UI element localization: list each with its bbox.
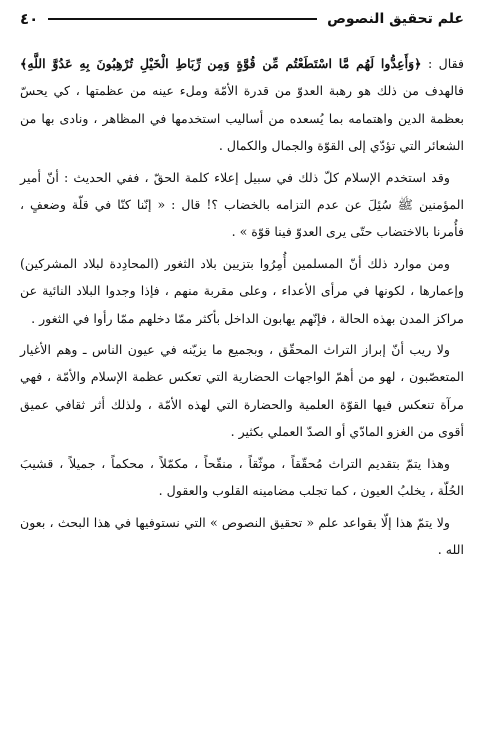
paragraph — [20, 450, 464, 505]
header-rule — [48, 18, 317, 20]
body-text — [20, 50, 464, 567]
paragraph — [20, 509, 464, 564]
running-title: علم تحقيق النصوص — [327, 11, 464, 27]
paragraph-lead: فقال : — [421, 56, 464, 71]
paragraph-text: ولا ريب أنّ إبراز التراث المحقّق ، وبجميع ما يزيّنه في عيون الناس ـ وهم الأغيار المتعصّبون ، لهو من أهمّ الواجهات الحضارية التي تعكس عظمة الإسلام والأمّة ، فهي مرآة تنعكس فيها القوّة العلمية والحضارة التي لهذه الأمّة ، ولذلك أثر ثقافي عميق أقوى من الغزو المادّي أو الصدّ العملي بكثير . — [20, 342, 464, 440]
page-number: ٤٠ — [20, 10, 39, 28]
paragraph — [20, 164, 464, 246]
paragraph — [20, 50, 464, 160]
paragraph-text: فالهدف من ذلك هو رهبة العدوّ من قدرة الأمّة وملء عينه من عظمتها ، كي يحسّ بعظمة الدين واهتمامه بما يُسعده من أساليب استخدمها في المظاهر ، ونادى بها من الشعائر التي تؤدّي إلى القوّة والجمال والكمال . — [20, 83, 464, 154]
paragraph-text: ومن موارد ذلك أنّ المسلمين أُمِرُوا بتزيين بلاد الثغور (المحادِدة لبلاد المشركين) وإعمارها ، لكونها في مرأى الأعداء ، وعلى مقربة منهم ، فإذا وجدوا البلاد النائية عن مراكز المدن بهذه الحالة ، فإنّهم يهابون الداخل بأكثر ممّا دخلهم ممّا رأوا في الثغور . — [20, 255, 464, 326]
paragraph-text: ولا يتمّ هذا إلّا بقواعد علم « تحقيق النصوص » التي نستوفيها في هذا البحث ، بعون الله . — [20, 514, 464, 557]
paragraph-text: وهذا يتمّ بتقديم التراث مُحقّقاً ، موثّقاً ، منقّحاً ، مكمّلاً ، محكماً ، جميلاً ، قشيبَ الحُلّة ، يخلبُ العيون ، كما تجلب مضامينه القلوب والعقول . — [20, 455, 464, 499]
paragraph — [20, 336, 464, 446]
paragraph-text: وقد استخدم الإسلام كلّ ذلك في سبيل إعلاء كلمة الحقّ ، ففي الحديث : أنّ أمير المؤمنين ﷺ سُئِلَ عن عدم التزامه بالخضاب ؟! قال : « إنّنا كنّا في قلّة وضعفٍ ، فأُمرنا بالاختضاب حتّى يرى العدوّ فينا قوّة » . — [20, 169, 464, 240]
quran-verse: ﴿وَأَعِدُّوا لَهُم مَّا اسْتَطَعْتُم مِّن قُوَّةٍ وَمِن رِّبَاطِ الْخَيْلِ تُرْهِبُونَ بِهِ عَدُوَّ اللَّهِ﴾ — [20, 56, 422, 71]
page-header — [20, 6, 464, 32]
paragraph — [20, 250, 464, 332]
